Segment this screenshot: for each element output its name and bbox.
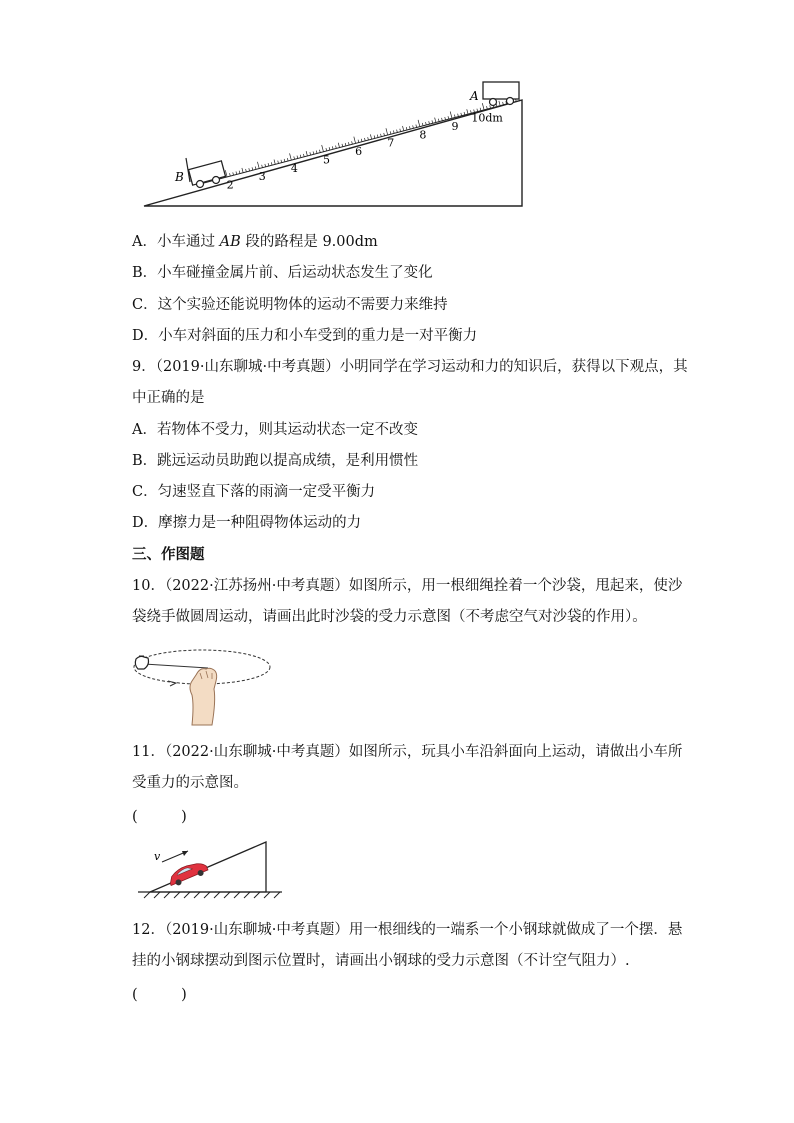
q9-stem-line2: 中正确的是 — [132, 390, 205, 406]
ruler-tick — [432, 120, 433, 123]
ruler-tick — [255, 166, 256, 169]
ruler-tick — [438, 119, 439, 122]
ruler-tick — [239, 171, 240, 174]
direction-arrow-icon — [168, 681, 176, 686]
ruler-label: 10dm — [471, 111, 503, 125]
q9-option-d: D．摩擦力是一种阻碍物体运动的力 — [132, 515, 362, 531]
ruler-tick — [418, 120, 420, 127]
ruler-tick — [326, 148, 327, 151]
q8-option-d — [132, 326, 477, 346]
option-letter: D． — [132, 328, 159, 344]
ruler-tick — [313, 151, 314, 154]
option-letter: B． — [132, 265, 158, 281]
ruler-label: 8 — [419, 128, 427, 142]
ruler-tick — [257, 162, 259, 169]
ruler-tick — [230, 173, 231, 176]
q12-stem-line2: 挂的小钢球摆动到图示位置时，请画出小钢球的受力示意图（不计空气阻力）. — [132, 953, 630, 969]
ruler-tick — [368, 137, 369, 140]
q11-stem-line1: 11．（2022·山东聊城·中考真题）如图所示，玩具小车沿斜面向上运动，请做出小车所 — [132, 744, 683, 760]
q11-answer-blank: ( ) — [132, 809, 187, 825]
ruler-tick — [278, 161, 279, 164]
option-text: 小车通过 — [156, 234, 220, 250]
ruler-tick — [281, 160, 282, 163]
ruler-tick — [297, 156, 298, 159]
label-a: A — [470, 89, 479, 103]
ruler-tick — [403, 126, 404, 131]
ruler-tick — [300, 155, 301, 158]
ruler-tick — [332, 146, 333, 149]
string — [144, 664, 208, 668]
ruler-tick — [450, 111, 452, 118]
sandbag-icon — [135, 656, 148, 669]
ruler-tick — [246, 169, 247, 172]
ruler-label: 5 — [322, 153, 330, 167]
ruler-tick — [262, 165, 263, 168]
ruler-tick — [435, 118, 436, 123]
ruler-tick — [310, 152, 311, 155]
q10-stem-line1: 10．（2022·江苏扬州·中考真题）如图所示，用一根细绳拴着一个沙袋，甩起来，使沙 — [132, 578, 683, 594]
ruler-tick — [409, 126, 410, 129]
hand-icon — [190, 668, 217, 725]
ruler-tick — [487, 106, 488, 109]
ruler-tick — [377, 135, 378, 138]
q12-stem-line1: 12．（2019·山东聊城·中考真题）用一根细线的一端系一个小钢球就做成了一个摆．悬 — [132, 922, 683, 938]
ruler-tick — [303, 154, 304, 157]
cart-b — [186, 158, 225, 188]
q10-stem-line2: 袋绕手做圆周运动，请画出此时沙袋的受力示意图（不考虑空气对沙袋的作用）。 — [132, 609, 647, 625]
ruler-tick — [342, 144, 343, 147]
q9-option-a: A．若物体不受力，则其运动状态一定不改变 — [132, 422, 418, 438]
ruler-tick — [233, 172, 234, 175]
ruler-tick — [503, 102, 504, 105]
ruler-tick — [464, 112, 465, 115]
ruler-tick — [480, 108, 481, 111]
ruler-tick — [499, 101, 500, 106]
ruler-tick — [397, 130, 398, 133]
ruler-tick — [265, 164, 266, 167]
ruler-tick — [386, 128, 388, 135]
ruler-label: 2 — [226, 178, 234, 192]
ruler-tick — [490, 105, 491, 108]
ruler-tick — [249, 168, 250, 171]
option-letter: A． — [132, 234, 157, 250]
ruler-tick — [252, 167, 253, 170]
option-text: 这个实验还能说明物体的运动不需要力来维持 — [157, 297, 448, 313]
ruler-tick — [358, 140, 359, 143]
ruler-tick — [406, 127, 407, 130]
velocity-label: v — [154, 850, 161, 863]
q9-stem-line1: 9．（2019·山东聊城·中考真题）小明同学在学习运动和力的知识后，获得以下观点，其 — [132, 359, 688, 375]
q12-answer-blank: ( ) — [132, 987, 187, 1003]
incline-triangle — [144, 100, 522, 206]
ruler-tick — [338, 143, 339, 148]
q8-option-c — [132, 295, 448, 315]
ruler-tick — [442, 118, 443, 121]
ruler-tick — [467, 109, 468, 114]
ruler-tick — [461, 113, 462, 116]
ruler-tick — [361, 139, 362, 142]
incline-ruler-figure — [140, 78, 530, 213]
ruler-tick — [352, 141, 353, 144]
ruler-tick — [429, 121, 430, 124]
ruler-tick — [336, 146, 337, 149]
ruler-tick — [448, 116, 449, 119]
ruler-tick — [287, 158, 288, 161]
ruler-label: 3 — [258, 170, 266, 184]
ruler-tick — [454, 115, 455, 118]
sandbag-circle-figure — [130, 645, 280, 730]
ruler-tick — [390, 131, 391, 134]
ruler-label: 9 — [451, 119, 459, 133]
q8-option-a — [132, 232, 378, 252]
toy-car-incline-figure — [136, 838, 284, 900]
ruler-tick — [306, 151, 307, 156]
red-car-icon — [166, 859, 209, 889]
ruler-tick — [242, 168, 243, 173]
ruler-tick — [345, 143, 346, 146]
ruler-tick — [370, 134, 371, 139]
option-text: 小车对斜面的压力和小车受到的重力是一对平衡力 — [158, 328, 478, 344]
ruler-tick — [374, 135, 375, 138]
ground-hatch — [144, 892, 280, 898]
ruler-tick — [384, 133, 385, 136]
ruler-tick — [416, 125, 417, 128]
ruler-tick — [268, 163, 269, 166]
ruler-tick — [393, 130, 394, 133]
ruler-tick — [354, 137, 356, 144]
ruler-label: 7 — [387, 136, 395, 150]
section-heading: 三、作图题 — [132, 547, 205, 563]
ruler-ticks — [225, 95, 519, 177]
option-em: AB — [219, 234, 241, 250]
ruler-tick — [413, 125, 414, 128]
label-b: B — [175, 170, 184, 184]
ruler-tick — [271, 162, 272, 165]
incline — [150, 842, 266, 892]
q9-option-c: C．匀速竖直下落的雨滴一定受平衡力 — [132, 484, 376, 500]
q9-option-b: B．跳远运动员助跑以提高成绩，是利用惯性 — [132, 453, 419, 469]
ruler-tick — [422, 123, 423, 126]
ruler-tick — [236, 172, 237, 175]
ruler-label: 6 — [355, 145, 363, 159]
ruler-tick — [294, 156, 295, 159]
ruler-tick — [316, 151, 317, 154]
ruler-tick — [482, 103, 484, 110]
ruler-tick — [364, 138, 365, 141]
ruler-tick — [426, 122, 427, 125]
ruler-tick — [458, 114, 459, 117]
option-text: 小车碰撞金属片前、后运动状态发生了变化 — [157, 265, 433, 281]
ruler-tick — [348, 142, 349, 145]
ruler-tick — [290, 153, 292, 160]
ruler-tick — [274, 160, 275, 165]
ruler-tick — [400, 129, 401, 132]
ruler-tick — [319, 150, 320, 153]
ruler-tick — [381, 134, 382, 137]
cart-a — [483, 82, 519, 106]
q11-stem-line2: 受重力的示意图。 — [132, 775, 248, 791]
ruler-label: 4 — [290, 161, 298, 175]
option-text-post: 段的路程是 9.00dm — [240, 234, 378, 250]
q8-option-b — [132, 263, 433, 283]
ruler-tick — [329, 147, 330, 150]
option-letter: C． — [132, 297, 158, 313]
ruler-tick — [445, 117, 446, 120]
ruler-tick — [284, 159, 285, 162]
ruler-tick — [322, 145, 324, 152]
ruler-labels — [227, 112, 504, 192]
